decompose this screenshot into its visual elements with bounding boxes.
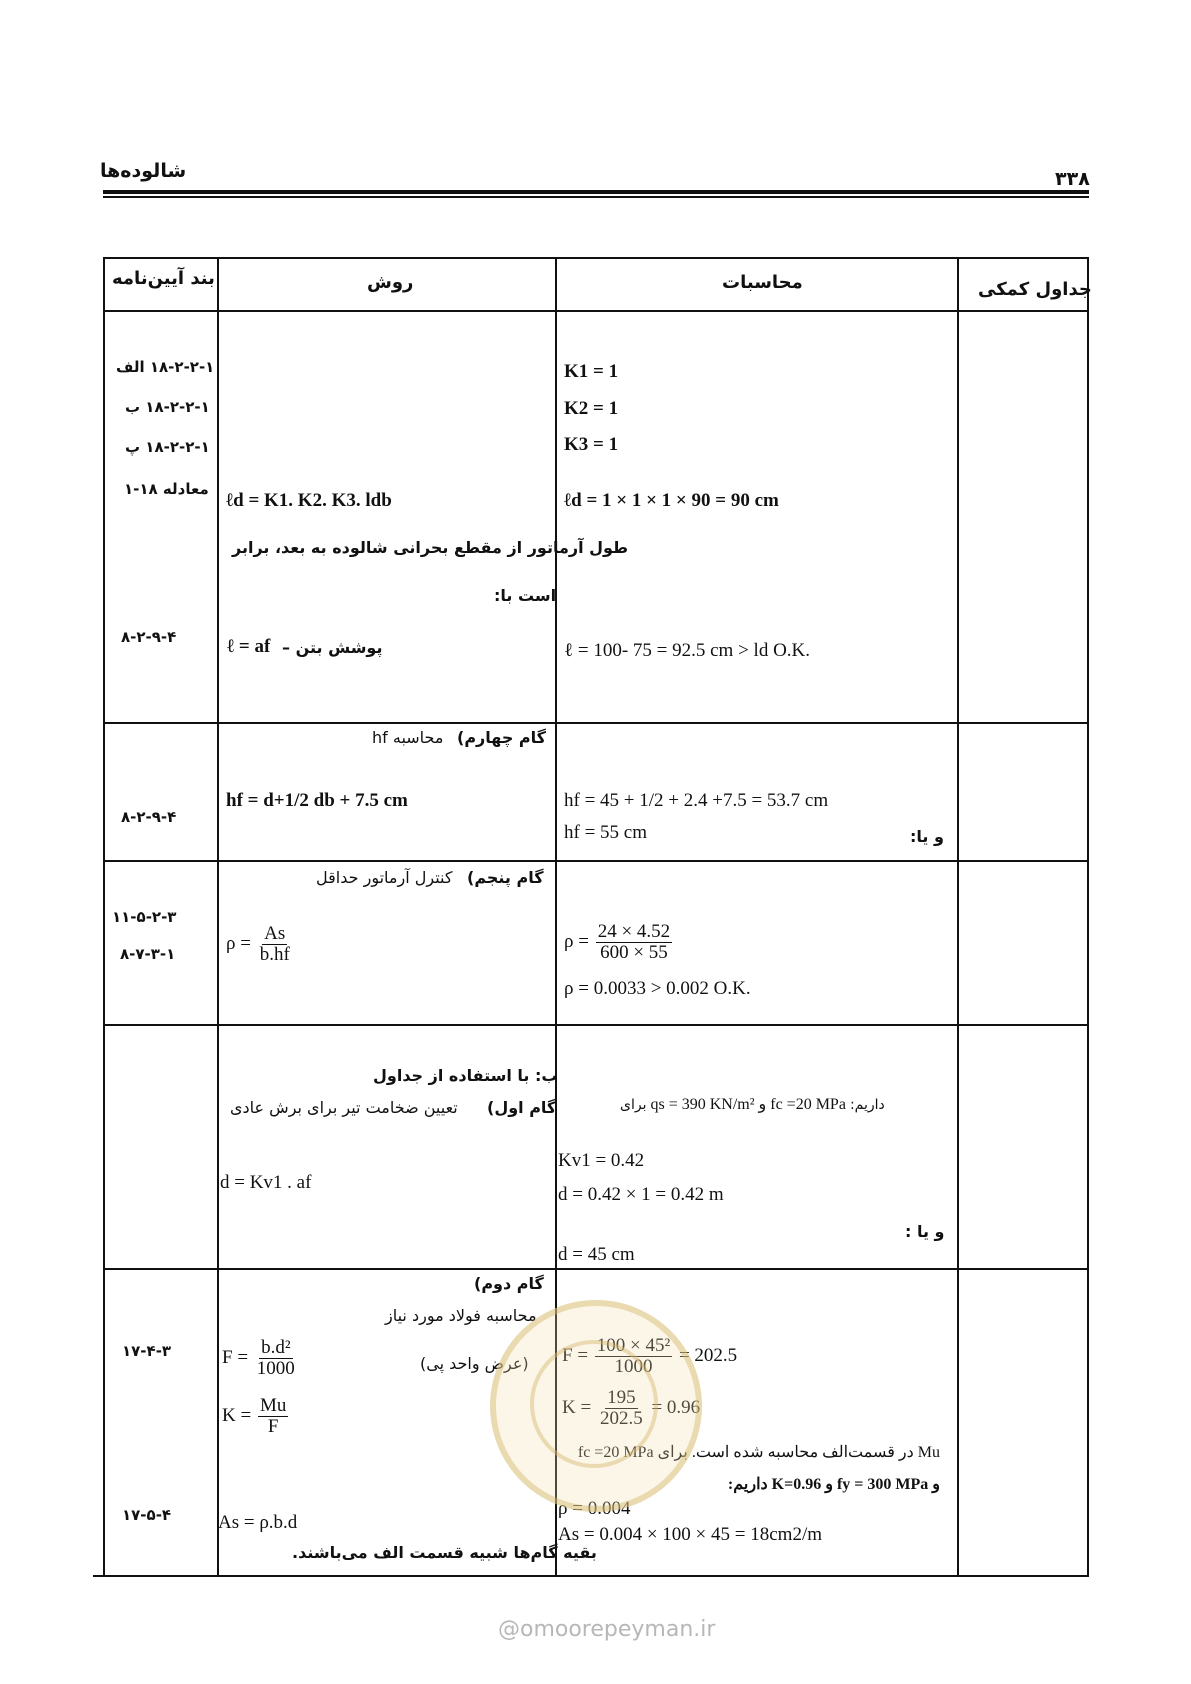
steel-area-formula: As = ρ.b.d [218, 1512, 298, 1533]
ref-clause: ۱۷-۴-۳ [122, 1342, 172, 1360]
ref-clause: ۸-۲-۹-۴ [121, 628, 177, 646]
header-rule [103, 190, 1089, 194]
calc-given-line: و fy = 300 MPa و K=0.96 داریم: [727, 1476, 940, 1493]
step-desc: کنترل آرماتور حداقل [316, 868, 453, 887]
col-header-calc: محاسبات [722, 272, 803, 293]
calc-kv1: Kv1 = 0.42 [558, 1150, 645, 1171]
ref-clause: ۱۸-۲-۲-۱ ب [125, 398, 210, 416]
unit-width-note: (عرض واحد پی) [420, 1354, 529, 1373]
page-number: ۳۳۸ [1055, 168, 1090, 190]
calc-ratio-check: ρ = 0.0033 > 0.002 O.K. [564, 978, 751, 999]
f-formula: F = $\frac{\text{b.d²}}{1000}$ [222, 1337, 295, 1379]
header-rule-thin [103, 196, 1089, 198]
reinforcement-ratio-formula: ρ = $\frac{As}{b.hf}$ [226, 923, 290, 965]
ref-clause: ۱۸-۲-۲-۱ پ [125, 438, 210, 456]
col-header-ref: بند آیین‌نامه [112, 268, 215, 289]
watermark-seal-inner [530, 1340, 658, 1468]
remaining-steps-note: بقیه گام‌ها شبیه قسمت الف می‌باشند. [292, 1543, 597, 1562]
or-label: و یا : [905, 1222, 945, 1241]
step-desc: تعیین ضخامت تیر برای برش عادی [230, 1098, 458, 1117]
calc-hf: hf = 45 + 1/2 + 2.4 +7.5 = 53.7 cm [564, 790, 829, 811]
part-title: ب: با استفاده از جداول [373, 1066, 558, 1085]
col-header-method: روش [367, 272, 414, 293]
col-header-aux: جداول کمکی [978, 279, 1092, 300]
step-title: گام اول) [487, 1098, 557, 1117]
method-text: است با: [494, 586, 557, 605]
step-title: گام دوم) [474, 1274, 544, 1293]
step-title: گام پنجم) [467, 868, 544, 887]
calc-steel-area: As = 0.004 × 100 × 45 = 18cm2/m [558, 1524, 822, 1545]
ref-clause: ۱۱-۵-۲-۳ [112, 908, 177, 926]
step-desc: محاسبه hf [372, 728, 444, 747]
ref-clause: ۸-۷-۳-۱ [120, 945, 176, 963]
k-formula: K = $\frac{Mu}{F}$ [222, 1395, 287, 1437]
or-label: و یا: [910, 827, 944, 846]
calc-depth-rounded: d = 45 cm [558, 1244, 635, 1265]
calc-hf-rounded: hf = 55 cm [564, 822, 648, 843]
step-desc: محاسبه فولاد مورد نیاز [385, 1306, 537, 1325]
step-title: گام چهارم) [457, 728, 546, 747]
calc-ratio: ρ = $\frac{24 \times 4.52}{600 \times 55}$ [564, 921, 671, 963]
calc-given: داریم: fc =20 MPa و qs = 390 KN/m² برای [620, 1096, 885, 1113]
development-length-formula: ℓd = K1. K2. K3. ldb [226, 490, 392, 511]
calc-depth: d = 0.42 × 1 = 0.42 m [558, 1184, 724, 1205]
calc-k: K = $\frac{195}{202.5}$ = 0.96 [562, 1387, 701, 1429]
footing-height-formula: hf = d+1/2 db + 7.5 cm [226, 790, 408, 811]
running-title: شالوده‌ها [100, 160, 187, 182]
ref-clause: ۱۸-۲-۲-۱ الف [116, 358, 215, 376]
calc-ld: ℓd = 1 × 1 × 1 × 90 = 90 cm [564, 490, 779, 511]
calc-k1: K1 = 1 [564, 361, 619, 382]
calc-length-check: ℓ = 100- 75 = 92.5 cm > ld O.K. [564, 640, 811, 661]
watermark-text: @omoorepeyman.ir [498, 1617, 716, 1642]
ref-clause: ۱۷-۵-۴ [122, 1506, 172, 1524]
calc-k3: K3 = 1 [564, 434, 619, 455]
ref-equation: معادله ۱۸-۱ [124, 480, 209, 498]
calc-mu-line: Mu در قسمت‌الف محاسبه شده است. برای fc =20 MPa [577, 1444, 940, 1461]
cover-label: پوشش بتن – [282, 638, 383, 657]
calc-f: F = $\frac{\text{100 × 45²}}{1000}$ = 202.5 [562, 1335, 738, 1377]
ref-clause: ۸-۲-۹-۴ [121, 808, 177, 826]
beam-depth-formula: d = Kv1 . af [220, 1172, 312, 1193]
calc-rho: ρ = 0.004 [558, 1498, 631, 1519]
calc-k2: K2 = 1 [564, 398, 619, 419]
length-formula: ℓ = af [227, 636, 271, 657]
method-text: طول آرماتور از مقطع بحرانی شالوده به بعد، برابر [232, 538, 629, 557]
